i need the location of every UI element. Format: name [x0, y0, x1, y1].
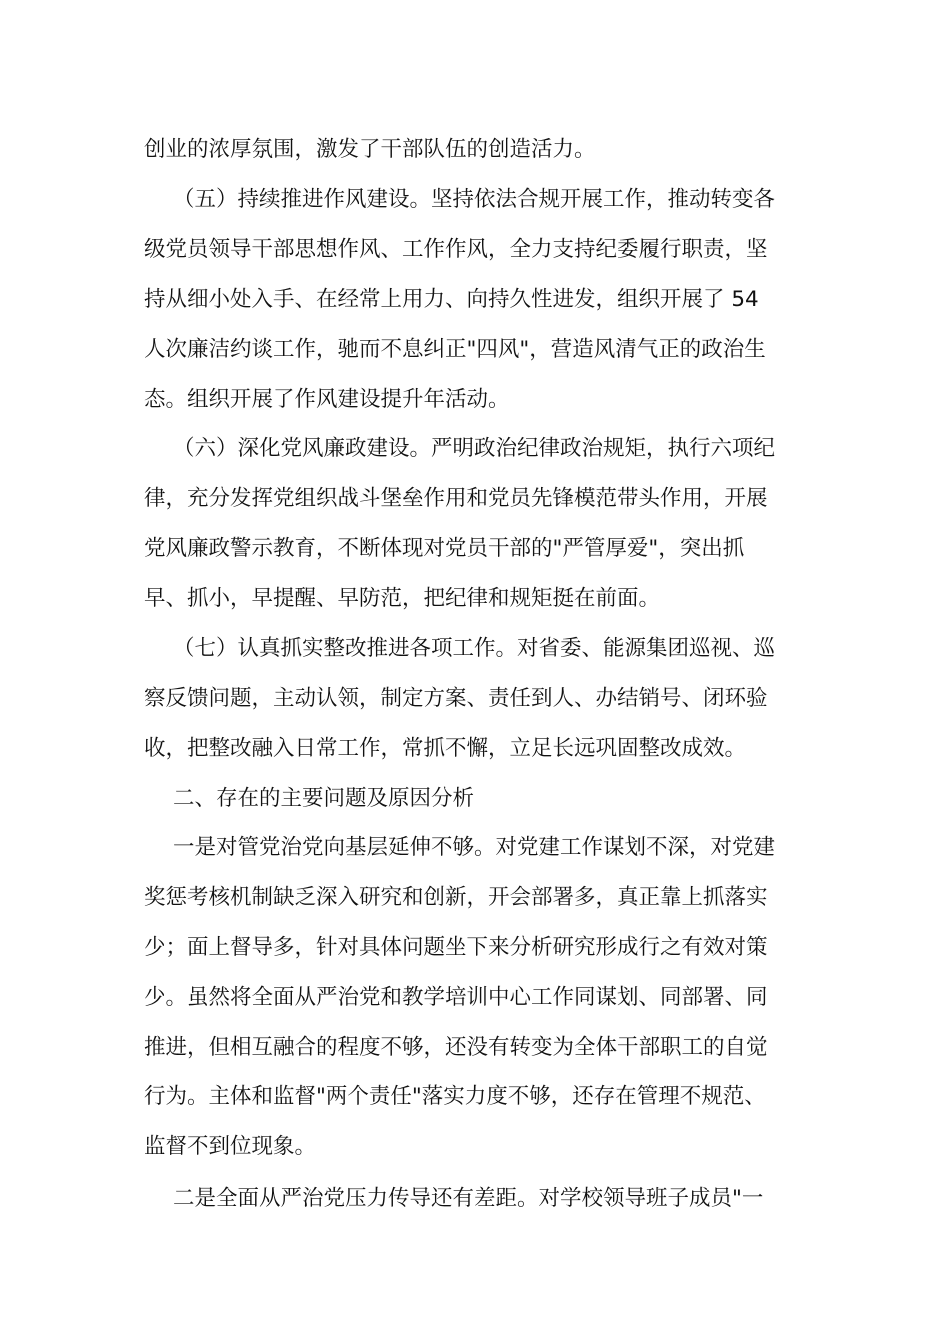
text-line: 早、抓小，早提醒、早防范，把纪律和规矩挺在前面。 — [144, 586, 661, 611]
text-line: 态。组织开展了作风建设提升年活动。 — [144, 387, 510, 412]
text-line: 一是对管党治党向基层延伸不够。对党建工作谋划不深，对党建 — [173, 835, 776, 860]
text-line: 察反馈问题，主动认领，制定方案、责任到人、办结销号、闭环验 — [144, 686, 768, 711]
text-line: 奖惩考核机制缺乏深入研究和创新，开会部署多，真正靠上抓落实 — [144, 885, 768, 910]
text-line: 二是全面从严治党压力传导还有差距。对学校领导班子成员"一 — [173, 1186, 764, 1211]
text-line: （七）认真抓实整改推进各项工作。对省委、能源集团巡视、巡 — [173, 636, 776, 661]
text-line: 推进，但相互融合的程度不够，还没有转变为全体干部职工的自觉 — [144, 1035, 768, 1060]
text-line: （五）持续推进作风建设。坚持依法合规开展工作，推动转变各 — [173, 187, 776, 212]
text-line: 收，把整改融入日常工作，常抓不懈，立足长远巩固整改成效。 — [144, 736, 747, 761]
text-line: 行为。主体和监督"两个责任"落实力度不够，还存在管理不规范、 — [144, 1084, 766, 1109]
text-line: 持从细小处入手、在经常上用力、向持久性进发，组织开展了 54 — [144, 287, 759, 312]
text-line: 监督不到位现象。 — [144, 1134, 317, 1159]
text-line: 人次廉洁约谈工作，驰而不息纠正"四风"，营造风清气正的政治生 — [144, 337, 766, 362]
text-line: 创业的浓厚氛围，激发了干部队伍的创造活力。 — [144, 137, 596, 162]
text-line: （六）深化党风廉政建设。严明政治纪律政治规矩，执行六项纪 — [173, 436, 776, 461]
text-line: 律，充分发挥党组织战斗堡垒作用和党员先锋模范带头作用，开展 — [144, 486, 768, 511]
text-line: 少。虽然将全面从严治党和教学培训中心工作同谋划、同部署、同 — [144, 985, 768, 1010]
text-line: 党风廉政警示教育，不断体现对党员干部的"严管厚爱"，突出抓 — [144, 536, 745, 561]
section-heading: 二、存在的主要问题及原因分析 — [173, 786, 475, 811]
text-line: 级党员领导干部思想作风、工作作风，全力支持纪委履行职责，坚 — [144, 237, 768, 262]
text-line: 少；面上督导多，针对具体问题坐下来分析研究形成行之有效对策 — [144, 935, 768, 960]
